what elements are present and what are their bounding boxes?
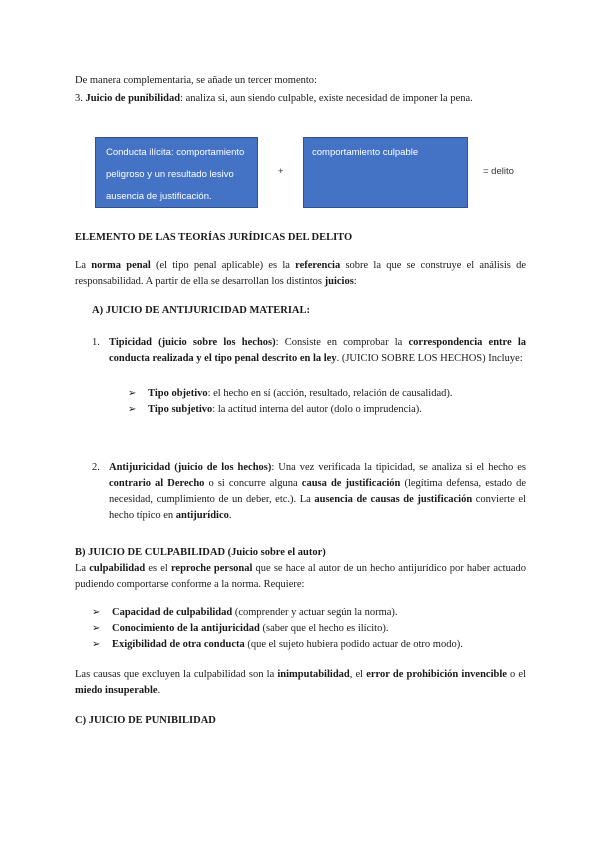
bold-text: Capacidad de culpabilidad [112, 607, 233, 618]
culpabilidad-paragraph [75, 561, 526, 593]
bold-text: antijurídico [175, 510, 229, 521]
bold-text: norma penal [91, 260, 151, 271]
list-number: 2. [92, 462, 100, 473]
antijuricidad-text [109, 460, 526, 524]
box-comportamiento-culpable [303, 137, 468, 208]
bold-text: reproche personal [170, 563, 253, 574]
list-item [92, 637, 532, 653]
bold-text: culpabilidad [89, 563, 146, 574]
text: . [228, 510, 232, 521]
text: : [353, 276, 357, 287]
list-item [92, 621, 532, 637]
box2-text: comportamiento culpable [312, 147, 419, 158]
arrow-bullet-icon: ➢ [92, 639, 101, 650]
box-conducta-ilicita [95, 137, 258, 208]
box1-line: peligroso y un resultado lesivo [106, 169, 234, 180]
culpabilidad-bullets [92, 605, 532, 653]
bold-text: correspondencia entre la conducta realizada y el tipo penal descrito en la ley [109, 337, 527, 364]
text: (saber que el hecho es ilícito). [259, 623, 389, 634]
list-item [128, 386, 528, 402]
text: o si concurre alguna [204, 478, 302, 489]
text: : Una vez verificada la tipicidad, se analiza si el hecho es [271, 462, 527, 473]
intro-line [75, 73, 535, 89]
arrow-bullet-icon: ➢ [92, 607, 101, 618]
item-number: 3. [75, 93, 83, 104]
tipicidad-item [92, 335, 526, 367]
text: La [75, 563, 90, 574]
text: convierte el hecho típico en [109, 494, 526, 521]
intro-text: De manera complementaria, se añade un tercer momento: [75, 75, 317, 86]
bold-text: contrario al Derecho [109, 478, 205, 489]
bold-text: Tipicidad (juicio sobre los hechos) [109, 337, 276, 348]
bold-text: ausencia de causas de justificación [314, 494, 473, 505]
text: que se hace al autor de un hecho antijurídico por haber actuado pudiendo comportarse conforme a la norma. Requiere: [75, 563, 527, 590]
list-item [128, 402, 528, 418]
causas-paragraph [75, 667, 526, 699]
text: es el [145, 563, 171, 574]
section-c-heading: C) JUICIO DE PUNIBILIDAD [75, 715, 216, 726]
bold-text: Antijuricidad (juicio de los hechos) [109, 462, 272, 473]
box1-line: ausencia de justificación. [106, 191, 212, 202]
text: . [157, 685, 161, 696]
bold-text: Conocimiento de la antijuricidad [112, 623, 260, 634]
arrow-bullet-icon: ➢ [128, 388, 137, 399]
text: sobre la que se construye el análisis de responsabilidad. A partir de ella se desarrollan los distintos [75, 260, 526, 287]
bold-text: Tipo subjetivo [148, 404, 213, 415]
antijuricidad-item [92, 460, 526, 524]
text: , el [349, 669, 367, 680]
item-text: : analiza si, aun siendo culpable, existe necesidad de imponer la pena. [180, 93, 473, 104]
list-number: 1. [92, 337, 100, 348]
tipicidad-text [109, 335, 526, 367]
bold-text: Tipo objetivo [148, 388, 208, 399]
text: : el hecho en sí (acción, resultado, relación de causalidad). [207, 388, 453, 399]
text: Las causas que excluyen la culpabilidad son la [75, 669, 278, 680]
text: (comprender y actuar según la norma). [232, 607, 398, 618]
text: (que el sujeto hubiera podido actuar de otro modo). [244, 639, 463, 650]
bold-text: juicios [324, 276, 354, 287]
bold-text: inimputabilidad [277, 669, 350, 680]
item-bold: Juicio de punibilidad [85, 93, 181, 104]
text: : Consiste en comprobar la [275, 337, 409, 348]
arrow-bullet-icon: ➢ [92, 623, 101, 634]
tipicidad-bullets [128, 386, 528, 418]
list-item [92, 605, 532, 621]
box1-line: Conducta ilícita: comportamiento [106, 147, 245, 158]
bold-text: referencia [295, 260, 341, 271]
section-b-heading: B) JUICIO DE CULPABILIDAD (Juicio sobre el autor) [75, 547, 326, 558]
result-delito: = delito [483, 166, 514, 177]
punibilidad-item [75, 91, 535, 107]
bold-text: causa de justificación [301, 478, 401, 489]
bold-text: error de prohibición invencible [366, 669, 507, 680]
arrow-bullet-icon: ➢ [128, 404, 137, 415]
text: (legítima defensa, estado de necesidad, cumplimiento de un deber, etc.). La [109, 478, 527, 505]
bold-text: Exigibilidad de otra conducta [112, 639, 245, 650]
plus-sign: + [278, 166, 284, 177]
norma-paragraph [75, 258, 526, 290]
text: La [75, 260, 92, 271]
text: . (JUICIO SOBRE LOS HECHOS) Incluye: [336, 353, 523, 364]
bold-text: miedo insuperable [75, 685, 158, 696]
section-a-heading: A) JUICIO DE ANTIJURICIDAD MATERIAL: [92, 305, 310, 316]
text: (el tipo penal aplicable) es la [150, 260, 296, 271]
text: o el [506, 669, 527, 680]
text: : la actitud interna del autor (dolo o imprudencia). [212, 404, 422, 415]
section-title: ELEMENTO DE LAS TEORÍAS JURÍDICAS DEL DELITO [75, 232, 353, 243]
